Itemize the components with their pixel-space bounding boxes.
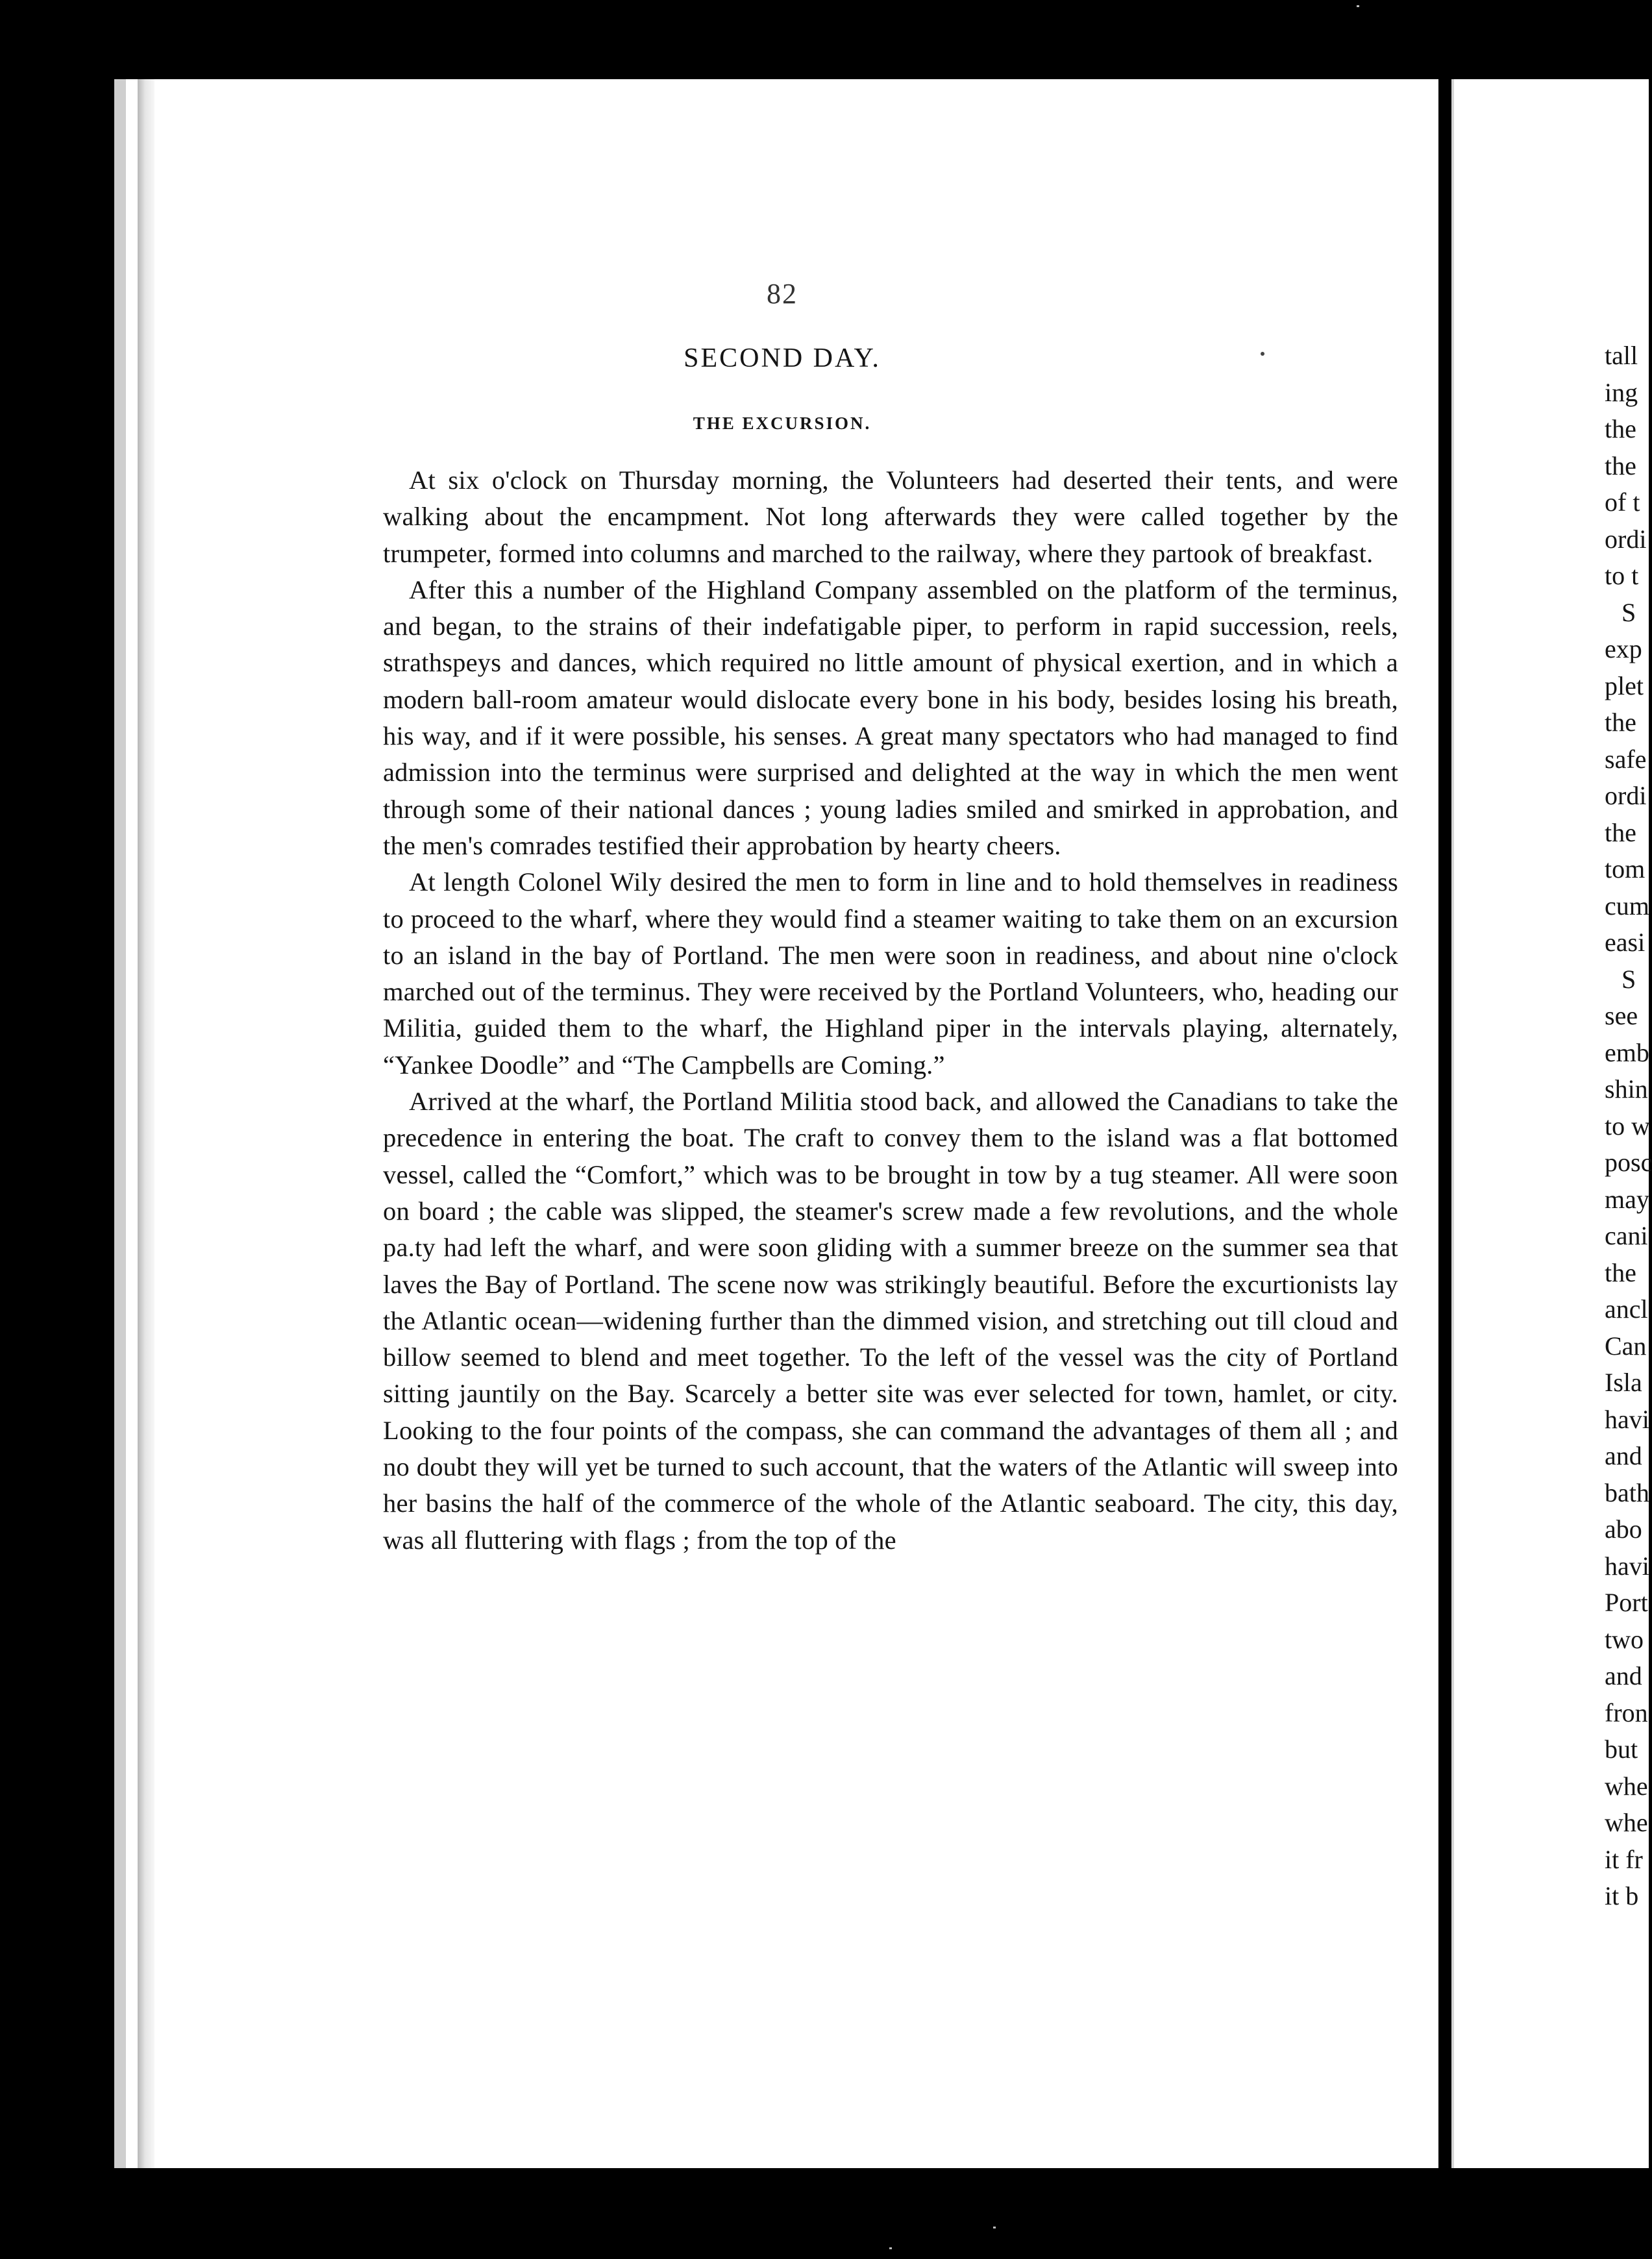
section-title: SECOND DAY. — [684, 343, 881, 373]
text-line-fragment: whe — [1605, 1771, 1648, 1801]
paragraph: At length Colonel Wily desired the men to form in line and to hold themselves in readiness to proceed to the wharf, where they would find a steamer waiting to take them on an excursion to an island in the bay of Portland. The men were soon in readiness, and about nine o'clock marched out of the terminus. They were received by the Portland Volunteers, who, heading our Militia, guided them to the wharf, the Highland piper in the intervals playing, alternately, “Yankee Doodle” and “The Campbells are Coming.” — [383, 867, 1398, 1080]
left-page — [114, 79, 1438, 2168]
paragraph: At six o'clock on Thursday morning, the Volunteers had deserted their tents, and were walking about the encampment. Not long afterwards they were called together by the trumpeter, formed into columns and marched to the railway, where they partook of breakfast. — [383, 465, 1398, 568]
text-line-fragment: S — [1621, 597, 1636, 627]
text-line-fragment: whe — [1605, 1808, 1648, 1837]
text-line-fragment: S — [1621, 964, 1636, 994]
text-line-fragment: ordi — [1605, 781, 1647, 810]
text-line-fragment: see — [1605, 1001, 1638, 1030]
right-page-fragment — [1451, 79, 1652, 2168]
text-line-fragment: cani — [1605, 1221, 1648, 1250]
text-line-fragment: and — [1605, 1441, 1642, 1470]
text-line-fragment: posc — [1605, 1148, 1652, 1177]
text-line-fragment: it fr — [1605, 1844, 1643, 1874]
scan-speck — [889, 2247, 892, 2249]
text-line-fragment: Can — [1605, 1331, 1647, 1361]
text-line-fragment: to w — [1605, 1111, 1650, 1141]
text-line-fragment: safe — [1605, 744, 1647, 774]
text-line-fragment: cum — [1605, 891, 1649, 920]
text-line-fragment: plet — [1605, 671, 1644, 700]
scan-speck — [1357, 5, 1359, 7]
text-line-fragment: emb — [1605, 1037, 1649, 1067]
text-line-fragment: and — [1605, 1661, 1642, 1690]
text-line-fragment: ancl — [1605, 1294, 1648, 1324]
text-line-fragment: to t — [1605, 561, 1639, 590]
text-line-fragment: havi — [1605, 1551, 1649, 1581]
binding-shadow — [138, 79, 154, 2168]
text-line-fragment: the — [1605, 1257, 1636, 1287]
ink-dot — [1261, 352, 1264, 356]
text-line-fragment: tall — [1605, 341, 1638, 370]
text-line-fragment: Isla — [1605, 1368, 1642, 1397]
text-line-fragment: exp — [1605, 634, 1642, 663]
text-line-fragment: tom — [1605, 854, 1646, 883]
paragraph: After this a number of the Highland Company assembled on the platform of the terminus, and began, to the strains of their indefatigable piper, to perform in rapid succession, reels, strathspeys and dances, which required no little amount of physical exertion, and in which a modern ball-room amateur would dislocate every bone in his body, besides losing his breath, his way, and if it were possible, his senses. A great many spectators who had managed to find admission into the terminus were surprised and delighted at the way in which the men went through some of their national dances ; young ladies smiled and smirked in approbation, and the men's comrades testified their approbation by hearty cheers. — [383, 574, 1398, 860]
page-number: 82 — [767, 278, 798, 310]
text-line-fragment: bath — [1605, 1477, 1649, 1507]
text-line-fragment: shin — [1605, 1074, 1648, 1104]
text-line-fragment: easi — [1605, 928, 1646, 957]
text-line-fragment: havi — [1605, 1404, 1649, 1434]
text-line-fragment: the — [1605, 708, 1636, 737]
text-line-fragment: two — [1605, 1624, 1644, 1654]
text-line-fragment: but — [1605, 1734, 1638, 1764]
text-line-fragment: Port — [1605, 1588, 1648, 1617]
text-line-fragment: abo — [1605, 1514, 1642, 1544]
text-line-fragment: of t — [1605, 488, 1640, 517]
right-page-text-column — [1605, 338, 1652, 1915]
text-line-fragment: may — [1605, 1184, 1649, 1214]
paragraph: Arrived at the wharf, the Portland Militia stood back, and allowed the Canadians to take the precedence in entering the boat. The craft to convey them to the island was a flat bottomed vessel, called the “Comfort,” which was to be brought in tow by a tug steamer. All were soon on board ; the cable was slipped, the steamer's screw made a few revolutions, and the whole pa.ty had left the wharf, and were soon gliding with a summer breeze on the summer sea that laves the Bay of Portland. The scene now was strikingly beautiful. Before the excurtionists lay the Atlantic ocean—widening further than the dimmed vision, and stretching out till cloud and billow seemed to blend and meet together. To the left of the vessel was the city of Portland sitting jauntily on the Bay. Scarcely a better site was ever selected for town, hamlet, or city. Looking to the four points of the compass, she can command the advantages of them all ; and no doubt they will yet be turned to such account, that the waters of the Atlantic will sweep into her basins the half of the commerce of the whole of the Atlantic seaboard. The city, this day, was all fluttering with flags ; from the top of the — [383, 1087, 1398, 1555]
body-text — [383, 462, 1398, 1559]
text-line-fragment: ing — [1605, 377, 1638, 407]
text-line-fragment: the — [1605, 451, 1636, 480]
text-line-fragment: the — [1605, 414, 1636, 443]
scan-speck — [993, 2227, 996, 2228]
text-line-fragment: the — [1605, 817, 1636, 847]
text-line-fragment: it b — [1605, 1881, 1639, 1910]
section-subtitle: THE EXCURSION. — [693, 414, 872, 433]
text-line-fragment: fron — [1605, 1697, 1648, 1727]
text-line-fragment: ordi — [1605, 524, 1647, 554]
